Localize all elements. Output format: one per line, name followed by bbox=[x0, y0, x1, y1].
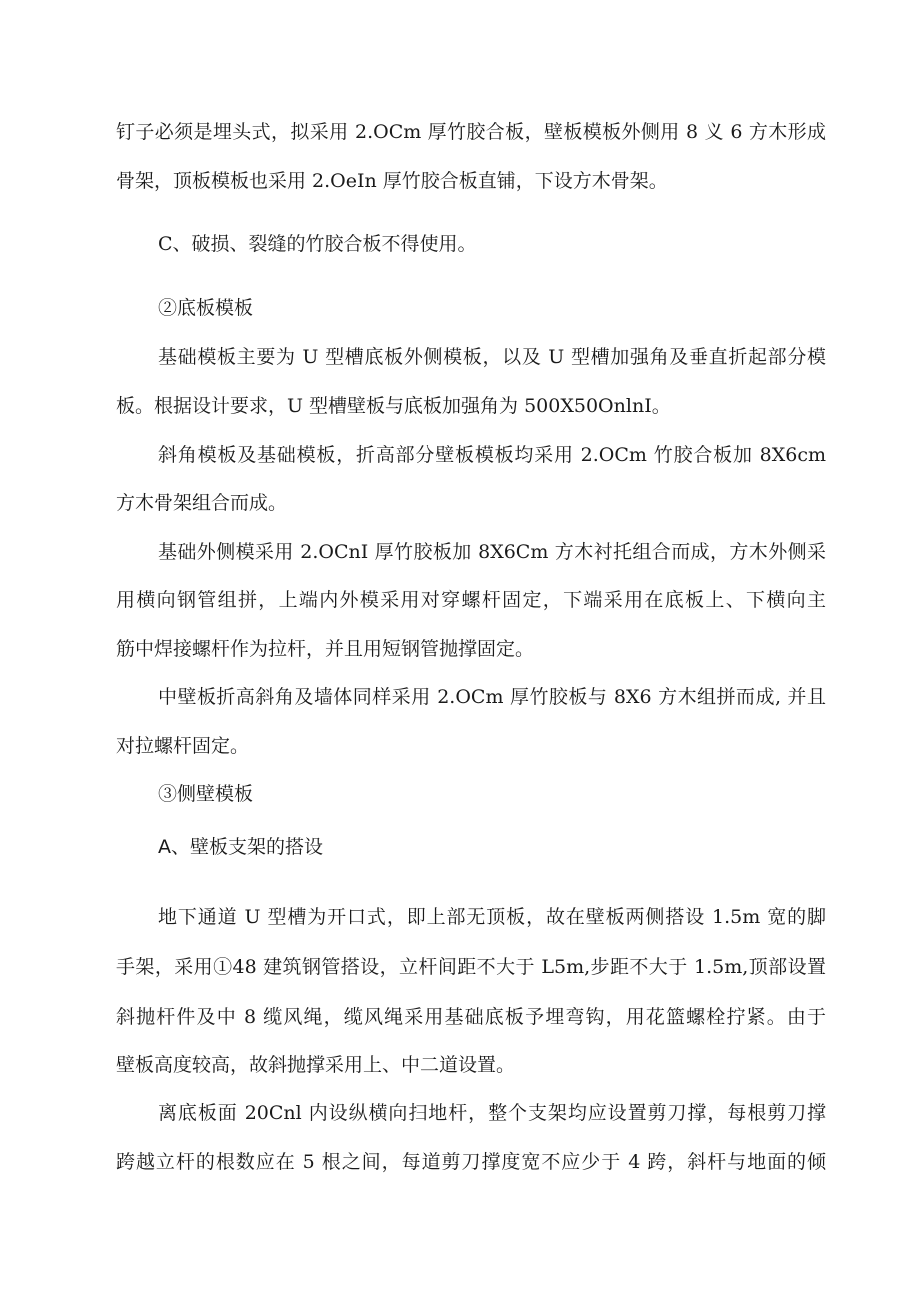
item-letter: A bbox=[158, 836, 171, 858]
paragraph-line: 基础外侧模采用 2.OCnI 厚竹胶板加 8X6Cm 方木衬托组合而成，方木外侧采 bbox=[158, 541, 826, 563]
item-title: 、壁板支架的搭设 bbox=[171, 836, 324, 858]
paragraph-line: 基础模板主要为 U 型槽底板外侧模板，以及 U 型槽加强角及垂直折起部分模 bbox=[158, 346, 826, 368]
paragraph-line: 用横向钢管组拼，上端内外模采用对穿螺杆固定，下端采用在底板上、下横向主 bbox=[116, 589, 826, 611]
paragraph-line: 中壁板折高斜角及墙体同样采用 2.OCm 厚竹胶板与 8X6 方木组拼而成, 并且 bbox=[158, 686, 826, 708]
paragraph-line: 板。根据设计要求，U 型槽壁板与底板加强角为 500X50OnlnI。 bbox=[116, 395, 671, 417]
paragraph-line: 骨架，顶板模板也采用 2.OeIn 厚竹胶合板直铺，下设方木骨架。 bbox=[116, 170, 668, 192]
section-heading: ②底板模板 bbox=[158, 297, 254, 319]
paragraph-line: 手架，采用①48 建筑钢管搭设，立杆间距不大于 L5m,步距不大于 1.5m,顶部设置 bbox=[116, 956, 826, 978]
paragraph-line: 地下通道 U 型槽为开口式，即上部无顶板，故在壁板两侧搭设 1.5m 宽的脚 bbox=[158, 906, 826, 928]
paragraph-line: C、破损、裂缝的竹胶合板不得使用。 bbox=[158, 233, 477, 255]
paragraph-line: 钉子必须是埋头式，拟采用 2.OCm 厚竹胶合板，壁板模板外侧用 8 义 6 方木形成 bbox=[116, 121, 826, 143]
paragraph-line: 壁板高度较高，故斜抛撑采用上、中二道设置。 bbox=[116, 1054, 516, 1076]
paragraph-line: 筋中焊接螺杆作为拉杆，并且用短钢管抛撑固定。 bbox=[116, 638, 535, 660]
paragraph-line: 斜角模板及基础模板，折高部分壁板模板均采用 2.OCm 竹胶合板加 8X6cm bbox=[158, 444, 826, 466]
subsection-heading bbox=[158, 835, 868, 859]
section-heading: ③侧壁模板 bbox=[158, 783, 254, 805]
paragraph-line: 斜抛杆件及中 8 缆风绳，缆风绳采用基础底板予埋弯钩，用花篮螺栓拧紧。由于 bbox=[116, 1006, 826, 1028]
paragraph-line: 对拉螺杆固定。 bbox=[116, 735, 250, 757]
paragraph-line: 离底板面 20Cnl 内设纵横向扫地杆，整个支架均应设置剪刀撑，每根剪刀撑 bbox=[158, 1102, 826, 1124]
paragraph-line: 跨越立杆的根数应在 5 根之间，每道剪刀撑度宽不应少于 4 跨，斜杆与地面的倾 bbox=[116, 1151, 826, 1173]
paragraph-line: 方木骨架组合而成。 bbox=[116, 492, 288, 514]
